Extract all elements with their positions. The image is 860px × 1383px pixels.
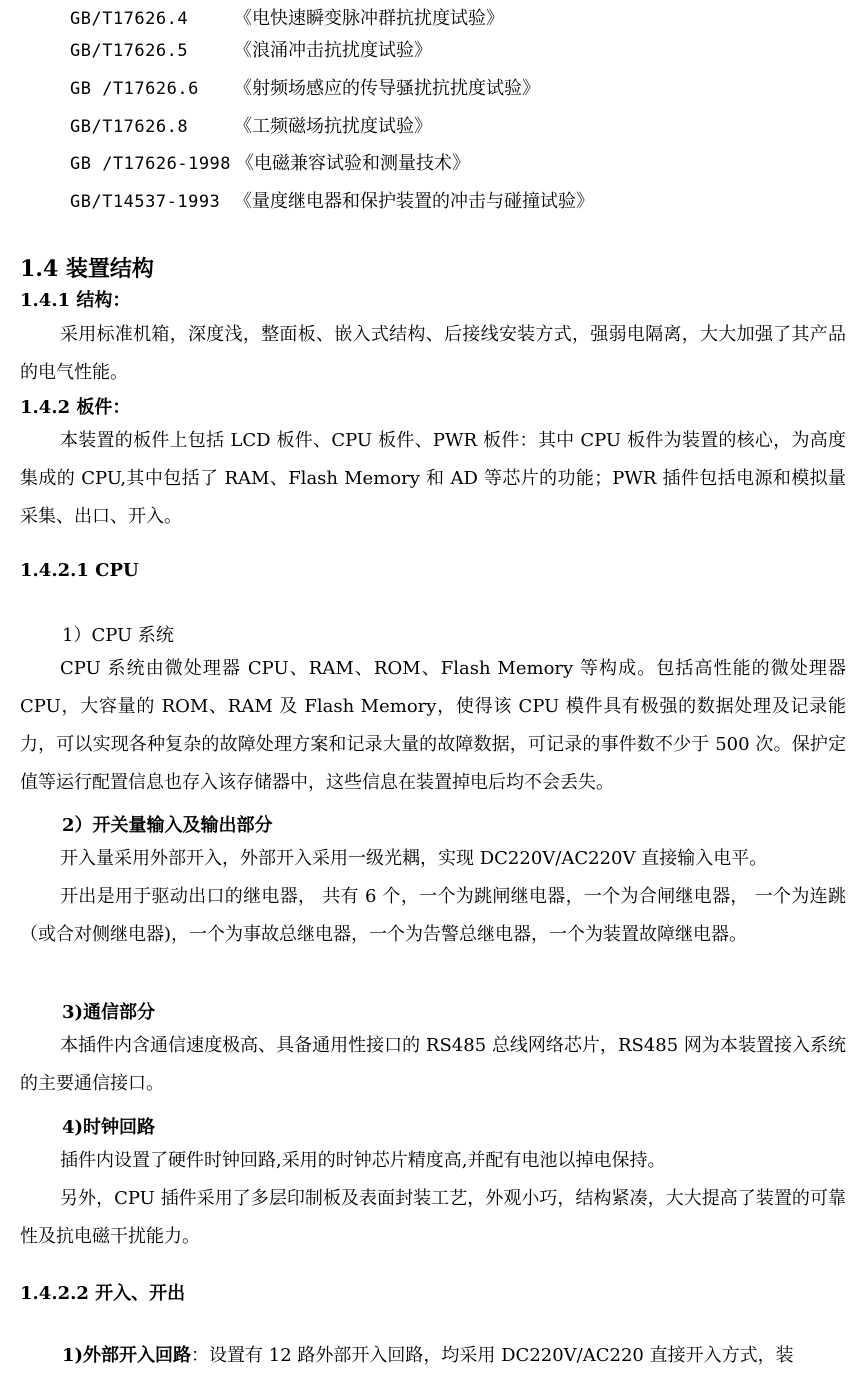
paragraph-io-input: 开入量采用外部开入，外部开入采用一级光耦，实现 DC220V/AC220V 直接输入电平。	[60, 848, 768, 869]
standard-row	[70, 108, 432, 146]
paragraph-comm: 本插件内含通信速度极高、具备通用性接口的 RS485 总线网络芯片，RS485 网为本装置接入系统的主要通信接口。	[20, 1035, 846, 1094]
standard-code: GB/T17626.4	[70, 9, 189, 29]
section-heading-1-4-1: 1.4.1 结构：	[20, 290, 131, 311]
standard-code: GB/T17626.8	[70, 117, 189, 137]
paragraph-io-output: 开出是用于驱动出口的继电器， 共有 6 个，一个为跳闸继电器，一个为合闸继电器， 一个为连跳（或合对侧继电器)，一个为事故总继电器，一个为告警总继电器，一个为装置故障继电器。	[20, 886, 846, 945]
external-input-label: 1)外部开入回路	[62, 1345, 192, 1366]
standard-row	[70, 145, 470, 183]
standard-title: 《量度继电器和保护装置的冲击与碰撞试验》	[234, 191, 594, 212]
clock-heading: 4)时钟回路	[62, 1117, 156, 1138]
comm-heading: 3)通信部分	[62, 1002, 156, 1023]
standard-code: GB/T17626.5	[70, 41, 189, 61]
standard-row	[70, 32, 432, 70]
standard-row	[70, 70, 540, 108]
standard-title: 《射频场感应的传导骚扰抗扰度试验》	[234, 78, 540, 99]
external-input-text: ：设置有 12 路外部开入回路，均采用 DC220V/AC220 直接开入方式，装	[191, 1345, 794, 1366]
paragraph-structure: 采用标准机箱，深度浅，整面板、嵌入式结构、后接线安装方式，强弱电隔离，大大加强了其产品的电气性能。	[20, 324, 846, 383]
cpu-system-heading: 1）CPU 系统	[62, 625, 174, 646]
paragraph-cpu-board: 另外，CPU 插件采用了多层印制板及表面封装工艺，外观小巧，结构紧凑，大大提高了装置的可靠性及抗电磁干扰能力。	[20, 1188, 846, 1247]
standard-title: 《电快速瞬变脉冲群抗扰度试验》	[234, 8, 504, 29]
standard-title: 《浪涌冲击抗扰度试验》	[234, 40, 432, 61]
paragraph-boards: 本装置的板件上包括 LCD 板件、CPU 板件、PWR 板件：其中 CPU 板件为装置的核心，为高度集成的 CPU,其中包括了 RAM、Flash Memory 和 AD 等芯片的功能；PWR 插件包括电源和模拟量采集、出口、开入。	[20, 430, 846, 527]
standard-row	[70, 183, 594, 221]
section-heading-1-4-2-1: 1.4.2.1 CPU	[20, 560, 139, 581]
io-heading: 2）开关量输入及输出部分	[62, 815, 273, 836]
standard-code: GB /T17626.6	[70, 79, 199, 99]
section-heading-1-4-2: 1.4.2 板件：	[20, 397, 131, 418]
external-input-line	[62, 1341, 852, 1367]
standard-code: GB/T14537-1993	[70, 192, 221, 212]
section-heading-1-4-2-2: 1.4.2.2 开入、开出	[20, 1283, 186, 1304]
standard-title: 《电磁兼容试验和测量技术》	[236, 153, 470, 174]
paragraph-clock: 插件内设置了硬件时钟回路,采用的时钟芯片精度高,并配有电池以掉电保持。	[60, 1150, 666, 1171]
section-heading-1-4: 1.4 装置结构	[20, 256, 154, 282]
standard-code: GB /T17626-1998	[70, 154, 232, 174]
paragraph-cpu-system: CPU 系统由微处理器 CPU、RAM、ROM、Flash Memory 等构成。包括高性能的微处理器 CPU，大容量的 ROM、RAM 及 Flash Memory，使得该 CPU 模件具有极强的数据处理及记录能力，可以实现各种复杂的故障处理方案和记录大量的故障数据，可记录的事件数不少于 500 次。保护定值等运行配置信息也存入该存储器中，这些信息在装置掉电后均不会丢失。	[20, 658, 846, 793]
standard-title: 《工频磁场抗扰度试验》	[234, 116, 432, 137]
